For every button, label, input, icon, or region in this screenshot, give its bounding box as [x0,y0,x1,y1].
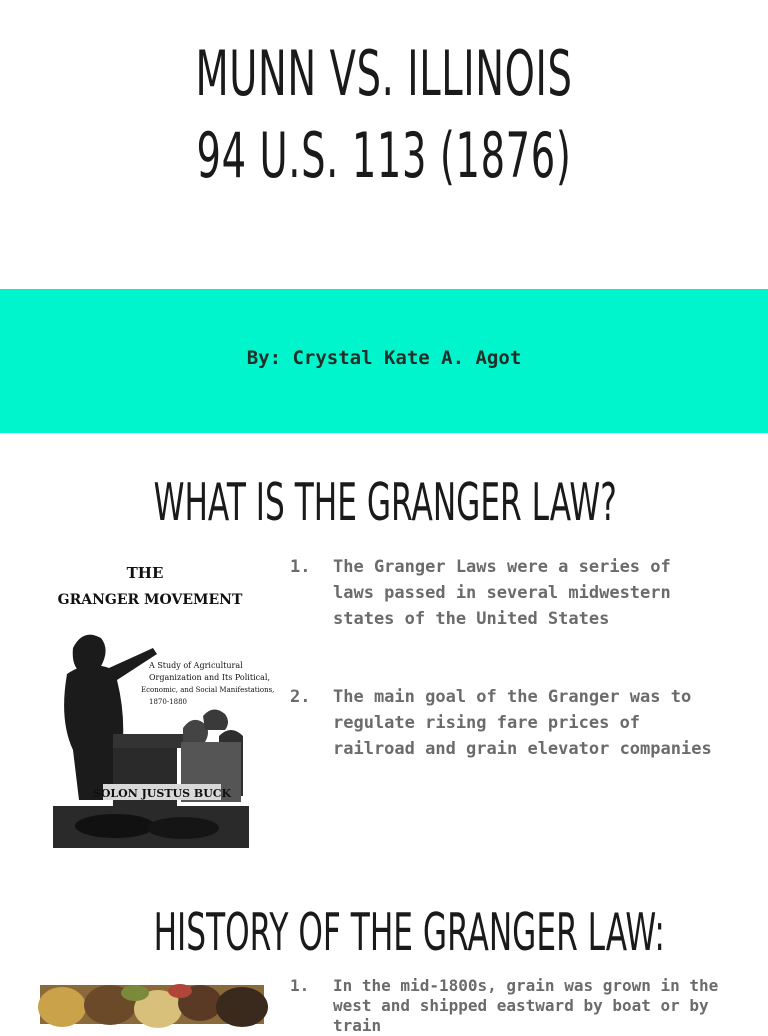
book-title-line-1: THE [126,564,164,582]
book-author: SOLON JUSTUS BUCK [92,787,232,800]
list-item-number: 1. [290,557,311,577]
list-item [290,684,720,762]
byline: By: Crystal Kate A. Agot [246,347,522,369]
book-subtitle-line-4: 1870-1880 [149,698,187,706]
section-heading-granger-law: WHAT IS THE GRANGER LAW? [153,473,617,533]
list-item-number: 1. [290,976,310,995]
granger-movement-book-cover-image [53,556,275,848]
book-subtitle-line-2: Organization and Its Political, [149,673,270,682]
title-line-1: MUNN VS. ILLINOIS [195,37,573,110]
list-item-text: The main goal of the Granger was to regulate rising fare prices of railroad and grain elevator companies [333,687,712,759]
list-item-text: The Granger Laws were a series of laws passed in several midwestern states of the United States [333,557,671,629]
history-list [290,976,740,1036]
title-line-2: 94 U.S. 113 (1876) [196,119,572,192]
document-title [0,37,768,192]
list-item-number: 2. [290,687,311,707]
granger-law-list [290,554,720,762]
book-subtitle-line-3: Economic, and Social Manifestations, [141,686,275,694]
list-item [290,554,720,632]
section-heading-history: HISTORY OF THE GRANGER LAW: [153,903,665,963]
byline-band [0,289,768,433]
book-subtitle-line-1: A Study of Agricultural [149,661,243,670]
list-item [290,976,740,1036]
list-item-text: In the mid-1800s, grain was grown in the west and shipped eastward by boat or by train [333,976,719,1035]
book-title-line-2: GRANGER MOVEMENT [57,592,243,608]
grain-baskets-image [40,985,264,1024]
